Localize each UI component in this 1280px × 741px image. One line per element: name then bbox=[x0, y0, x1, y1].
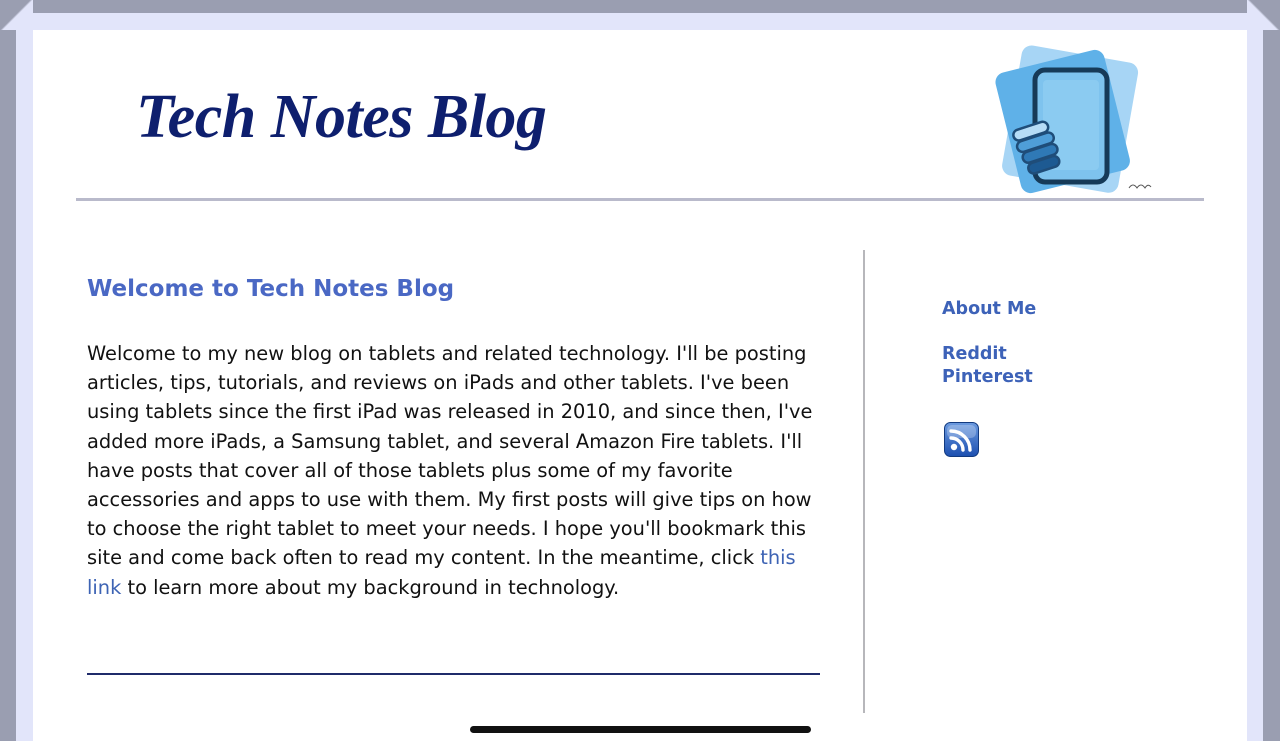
header-divider bbox=[76, 198, 1204, 201]
post-text-before-link: Welcome to my new blog on tablets and related technology. I'll be posting articles, tips, tutorials, and reviews on iPads and other tablets. I've been using tablets since the first iPad was released in 2010, and since then, I've added more iPads, a Samsung tablet, and several Amazon Fire tablets. I'll have posts that cover all of those tablets plus some of my favorite accessories and apps to use with them. My first posts will give tips on how to choose the right tablet to meet your needs. I hope you'll bookmark this site and come back often to read my content. In the meantime, click bbox=[87, 342, 813, 570]
frame-corner bbox=[0, 0, 33, 30]
frame-corner bbox=[1247, 0, 1280, 30]
sidebar bbox=[942, 298, 1162, 389]
rss-icon[interactable] bbox=[944, 422, 979, 457]
home-indicator[interactable] bbox=[470, 726, 811, 733]
post-text-after-link: to learn more about my background in technology. bbox=[121, 575, 620, 599]
page-content bbox=[33, 30, 1247, 741]
site-title[interactable]: Tech Notes Blog bbox=[136, 83, 547, 151]
post-body bbox=[87, 339, 821, 602]
tablet-logo-icon bbox=[993, 44, 1158, 196]
column-divider bbox=[863, 250, 865, 713]
background-link[interactable]: this link bbox=[87, 546, 796, 599]
frame-top bbox=[0, 0, 1280, 30]
reddit-link[interactable]: Reddit bbox=[942, 344, 1007, 364]
pinterest-link[interactable]: Pinterest bbox=[942, 367, 1033, 387]
about-me-link[interactable]: About Me bbox=[942, 299, 1037, 319]
frame-right bbox=[1247, 0, 1280, 741]
post-title[interactable]: Welcome to Tech Notes Blog bbox=[87, 276, 455, 302]
frame-left bbox=[0, 0, 33, 741]
post-divider bbox=[87, 673, 820, 675]
